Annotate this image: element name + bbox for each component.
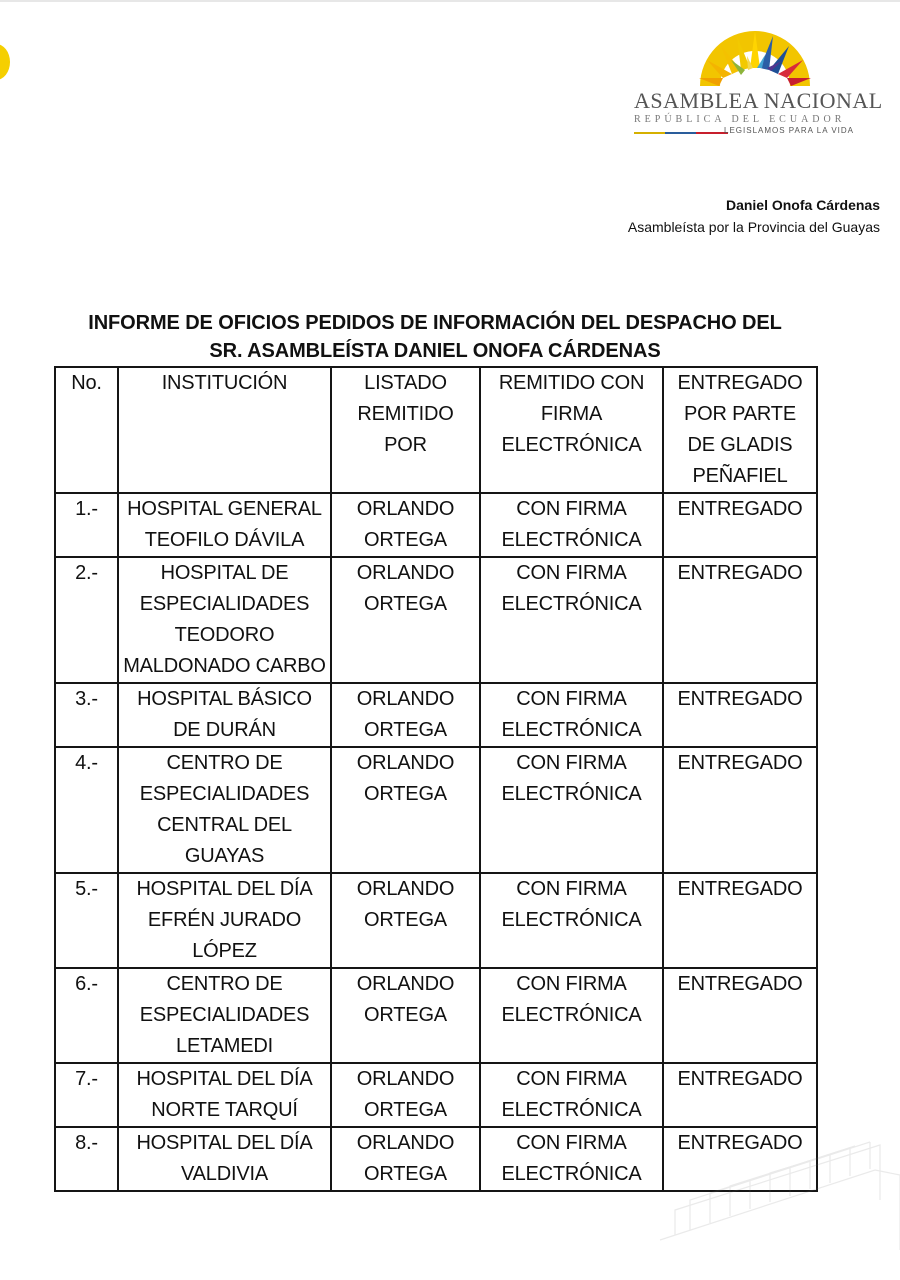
- listed-by-cell: ORLANDO ORTEGA: [331, 1063, 480, 1127]
- table-row: [55, 557, 817, 683]
- delivery-cell: ENTREGADO: [663, 683, 817, 747]
- signature-cell: CON FIRMA ELECTRÓNICA: [480, 873, 663, 968]
- row-number: 6.-: [55, 968, 118, 1063]
- delivery-cell: ENTREGADO: [663, 1063, 817, 1127]
- table-row: [55, 683, 817, 747]
- signature-cell: CON FIRMA ELECTRÓNICA: [480, 747, 663, 873]
- signatory-role: Asambleísta por la Provincia del Guayas: [627, 219, 880, 235]
- logo-color-line: [634, 132, 728, 134]
- delivery-cell: ENTREGADO: [663, 968, 817, 1063]
- column-number-header: No.: [55, 367, 118, 493]
- country-subtitle: REPÚBLICA DEL ECUADOR: [634, 114, 846, 125]
- row-number: 2.-: [55, 557, 118, 683]
- signature-cell: CON FIRMA ELECTRÓNICA: [480, 557, 663, 683]
- signature-cell: CON FIRMA ELECTRÓNICA: [480, 968, 663, 1063]
- signatory-name: Daniel Onofa Cárdenas: [725, 197, 880, 213]
- column-listed-by-header: LISTADO REMITIDO POR: [331, 367, 480, 493]
- row-number: 5.-: [55, 873, 118, 968]
- delivery-cell: ENTREGADO: [663, 493, 817, 557]
- table-header: [55, 367, 817, 493]
- delivery-cell: ENTREGADO: [663, 747, 817, 873]
- institution-cell: HOSPITAL DEL DÍA EFRÉN JURADO LÓPEZ: [118, 873, 331, 968]
- delivery-cell: ENTREGADO: [663, 873, 817, 968]
- listed-by-cell: ORLANDO ORTEGA: [331, 747, 480, 873]
- table-row: [55, 968, 817, 1063]
- signature-cell: CON FIRMA ELECTRÓNICA: [480, 493, 663, 557]
- delivery-cell: ENTREGADO: [663, 557, 817, 683]
- table-header-row: [55, 367, 817, 493]
- institution-cell: HOSPITAL GENERAL TEOFILO DÁVILA: [118, 493, 331, 557]
- signature-cell: CON FIRMA ELECTRÓNICA: [480, 1127, 663, 1191]
- column-delivery-header: ENTREGADO POR PARTE DE GLADIS PEÑAFIEL: [663, 367, 817, 493]
- row-number: 3.-: [55, 683, 118, 747]
- column-institution-header: INSTITUCIÓN: [118, 367, 331, 493]
- organization-tagline: LEGISLAMOS PARA LA VIDA: [724, 126, 855, 135]
- listed-by-cell: ORLANDO ORTEGA: [331, 968, 480, 1063]
- row-number: 8.-: [55, 1127, 118, 1191]
- institution-cell: CENTRO DE ESPECIALIDADES LETAMEDI: [118, 968, 331, 1063]
- table-row: [55, 493, 817, 557]
- row-number: 1.-: [55, 493, 118, 557]
- signature-cell: CON FIRMA ELECTRÓNICA: [480, 683, 663, 747]
- institution-cell: HOSPITAL DEL DÍA VALDIVIA: [118, 1127, 331, 1191]
- institution-cell: HOSPITAL DEL DÍA NORTE TARQUÍ: [118, 1063, 331, 1127]
- institution-cell: CENTRO DE ESPECIALIDADES CENTRAL DEL GUAYAS: [118, 747, 331, 873]
- listed-by-cell: ORLANDO ORTEGA: [331, 873, 480, 968]
- report-title-line-2: SR. ASAMBLEÍSTA DANIEL ONOFA CÁRDENAS: [209, 340, 661, 362]
- top-page-rule: [0, 0, 900, 2]
- listed-by-cell: ORLANDO ORTEGA: [331, 557, 480, 683]
- building-watermark-icon: [640, 1050, 900, 1250]
- yellow-page-marker: [0, 44, 10, 80]
- building-watermark: [640, 1050, 900, 1250]
- row-number: 4.-: [55, 747, 118, 873]
- institution-cell: HOSPITAL BÁSICO DE DURÁN: [118, 683, 331, 747]
- report-title: [55, 309, 815, 365]
- listed-by-cell: ORLANDO ORTEGA: [331, 683, 480, 747]
- row-number: 7.-: [55, 1063, 118, 1127]
- institution-cell: HOSPITAL DE ESPECIALIDADES TEODORO MALDONADO CARBO: [118, 557, 331, 683]
- table-row: [55, 747, 817, 873]
- signatory-block: [540, 196, 880, 236]
- table-row: [55, 873, 817, 968]
- signature-cell: CON FIRMA ELECTRÓNICA: [480, 1063, 663, 1127]
- organization-name: ASAMBLEA NACIONAL: [634, 88, 883, 113]
- column-signature-header: REMITIDO CON FIRMA ELECTRÓNICA: [480, 367, 663, 493]
- listed-by-cell: ORLANDO ORTEGA: [331, 1127, 480, 1191]
- listed-by-cell: ORLANDO ORTEGA: [331, 493, 480, 557]
- asamblea-nacional-logo: [630, 28, 882, 143]
- report-title-line-1: INFORME DE OFICIOS PEDIDOS DE INFORMACIÓN DEL DESPACHO DEL: [88, 312, 782, 334]
- delivery-cell: ENTREGADO: [663, 1127, 817, 1191]
